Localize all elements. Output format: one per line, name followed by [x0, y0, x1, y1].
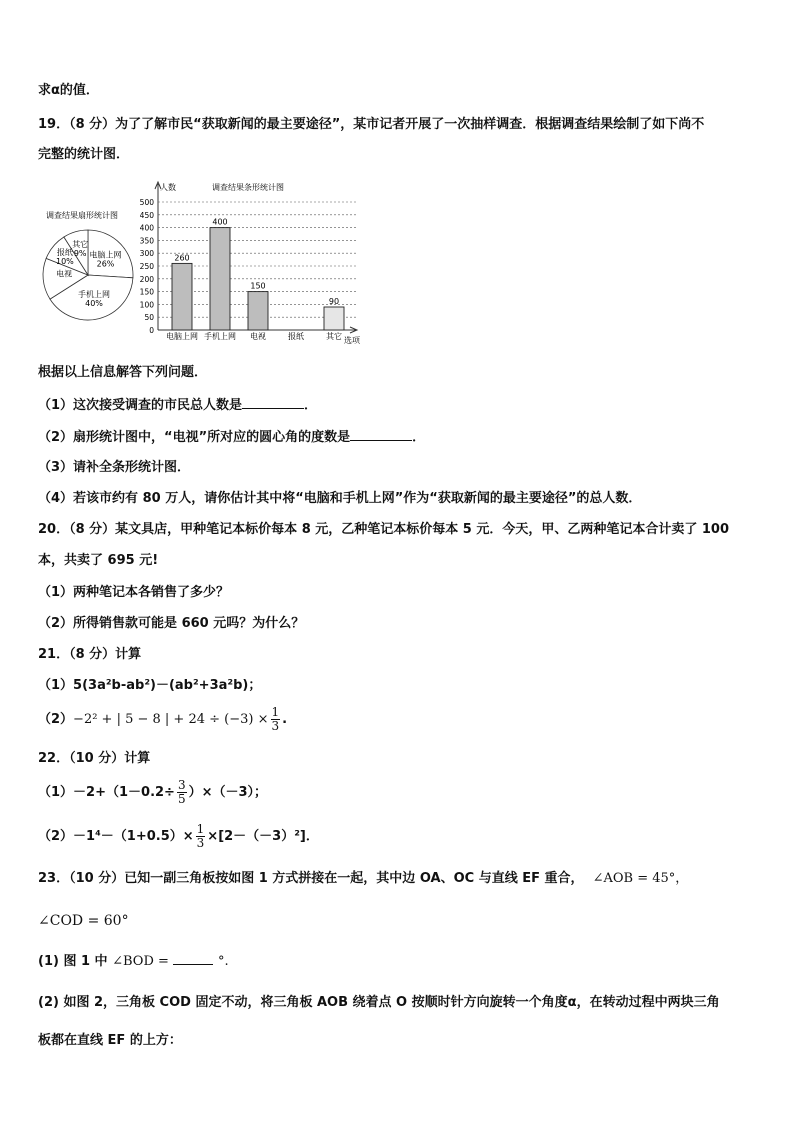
x-tick-label: 电脑上网 — [166, 332, 198, 341]
pie-chart — [43, 210, 133, 320]
degree-sign: °. — [217, 954, 229, 969]
y-tick-label: 450 — [139, 210, 154, 220]
q22-part-1 — [38, 779, 267, 806]
q22-part-2 — [38, 823, 319, 850]
q21-part-2-label: （2） — [38, 712, 74, 727]
q20-stem-2: 本，共卖了 695 元! — [38, 553, 159, 568]
y-tick-label: 100 — [139, 300, 154, 310]
bar-value-label: 90 — [328, 297, 340, 306]
q22-part-1-pre: （1）－2+（1－0.2÷ — [38, 785, 175, 800]
bar — [172, 263, 192, 330]
bar-chart — [140, 182, 361, 345]
q23-part-1-label: (1) 图 1 中 — [38, 954, 108, 969]
answer-blank[interactable] — [350, 428, 412, 441]
pie-slice-label: 报纸 — [56, 247, 73, 257]
bar-chart-title: 调查结果条形统计图 — [212, 183, 284, 192]
q23-stem-1 — [38, 870, 688, 888]
fraction-numerator: 1 — [271, 705, 280, 719]
pie-slice-label: 电脑上网 — [89, 250, 122, 260]
answer-blank[interactable] — [242, 396, 304, 409]
bar — [324, 307, 344, 330]
y-tick-label: 400 — [139, 223, 154, 233]
pie-slice-label: 电视 — [56, 269, 73, 279]
q22-part-2-post: ×[2－（－3）²]． — [207, 829, 319, 844]
pie-slice-percent: 10% — [56, 256, 74, 266]
q19-stem-1: 19．（8 分）为了了解市民“获取新闻的最主要途径”，某市记者开展了一次抽样调查．根据调查结果绘制了如下尚不 — [38, 117, 705, 132]
q19-part-3: （3）请补全条形统计图． — [38, 460, 191, 475]
q21-part-2-expr: −2² + | 5 − 8 | + 24 ÷ (−3) × — [73, 712, 269, 727]
y-tick-label: 0 — [149, 326, 154, 335]
q19-stem-2: 完整的统计图． — [38, 147, 130, 162]
y-tick-label: 200 — [139, 274, 154, 284]
y-tick-label: 150 — [139, 287, 154, 297]
x-axis-label: 选项 — [344, 336, 360, 345]
q21-part-2: （2）−2² + | 5 − 8 | + 24 ÷ (−3) × $\frac{1}{3}$ . — [38, 705, 288, 733]
fraction-denominator: 5 — [177, 792, 186, 806]
q23-part-1 — [38, 952, 229, 971]
statistics-figure — [40, 176, 380, 346]
y-axis-label: 人数 — [160, 183, 176, 192]
fraction-numerator: 3 — [177, 778, 186, 792]
q19-intro: 根据以上信息解答下列问题． — [38, 365, 208, 380]
pie-slice-percent: 40% — [85, 299, 103, 309]
fraction — [196, 823, 206, 850]
angle-bod: ∠BOD = — [112, 954, 169, 969]
fraction — [177, 779, 187, 806]
y-tick-label: 50 — [144, 313, 154, 323]
q20-stem-1: 20．（8 分）某文具店，甲种笔记本标价每本 8 元，乙种笔记本标价每本 5 元．今天，甲、乙两种笔记本合计卖了 100 — [38, 522, 730, 537]
x-tick-label: 其它 — [326, 332, 342, 341]
q19-part-4: （4）若该市约有 80 万人，请你估计其中将“电脑和手机上网”作为“获取新闻的最主要途径”的总人数． — [38, 491, 642, 506]
fraction-denominator: 3 — [196, 836, 205, 850]
angle-cod: ∠COD = 60° — [38, 913, 129, 929]
q20-part-2: （2）所得销售款可能是 660 元吗？为什么？ — [38, 616, 305, 631]
pie-slice-percent: 26% — [96, 259, 115, 269]
q23-part-2-line-2: 板都在直线 EF 的上方： — [38, 1033, 182, 1048]
q23-stem-text: 23．（10 分）已知一副三角板按如图 1 方式拼接在一起，其中边 OA、OC 与直线 EF 重合， — [38, 871, 584, 886]
q22-part-2-pre: （2）－1⁴－（1+0.5）× — [38, 829, 194, 844]
pie-slice-label: 手机上网 — [78, 290, 110, 300]
angle-aob: ∠AOB = 45°， — [592, 871, 689, 886]
q22-part-1-post: ）×（－3）； — [188, 785, 268, 800]
x-tick-label: 手机上网 — [204, 332, 236, 341]
q21-part-1: （1）5(3a²b-ab²)－(ab²+3a²b)； — [38, 678, 262, 693]
bar — [248, 292, 268, 330]
fraction — [271, 706, 281, 733]
q20-part-1: （1）两种笔记本各销售了多少？ — [38, 585, 230, 600]
bar-value-label: 260 — [174, 253, 190, 263]
x-tick-label: 报纸 — [288, 332, 304, 341]
q19-part-2-text: （2）扇形统计图中，“电视”所对应的圆心角的度数是 — [38, 430, 351, 445]
bar-value-label: 400 — [212, 217, 228, 227]
q19-part-2: （2）扇形统计图中，“电视”所对应的圆心角的度数是 ． — [38, 430, 426, 445]
fraction-numerator: 1 — [196, 822, 205, 836]
fraction-denominator: 3 — [271, 719, 280, 733]
q23-part-2-line-1: (2) 如图 2，三角板 COD 固定不动，将三角板 AOB 绕着点 O 按顺时针方向旋转一个角度α，在转动过程中两块三角 — [38, 995, 720, 1010]
y-tick-label: 500 — [139, 198, 154, 207]
pie-slice-label: 其它 — [72, 240, 89, 250]
pie-slice-percent: 9% — [73, 249, 87, 259]
line-solve-alpha: 求α的值． — [38, 83, 99, 98]
q21-stem: 21．（8 分）计算 — [38, 647, 142, 662]
q19-part-1-text: （1）这次接受调查的市民总人数是 — [38, 398, 243, 413]
answer-blank[interactable] — [173, 952, 213, 965]
y-tick-label: 300 — [139, 249, 154, 259]
bar — [210, 228, 230, 330]
pie-title: 调查结果扇形统计图 — [46, 211, 118, 220]
q22-stem: 22．（10 分）计算 — [38, 751, 151, 766]
y-tick-label: 250 — [139, 262, 154, 271]
x-tick-label: 电视 — [250, 332, 266, 341]
bar-value-label: 150 — [250, 281, 266, 291]
q19-part-1: （1）这次接受调查的市民总人数是 ． — [38, 398, 318, 413]
y-tick-label: 350 — [139, 236, 154, 246]
